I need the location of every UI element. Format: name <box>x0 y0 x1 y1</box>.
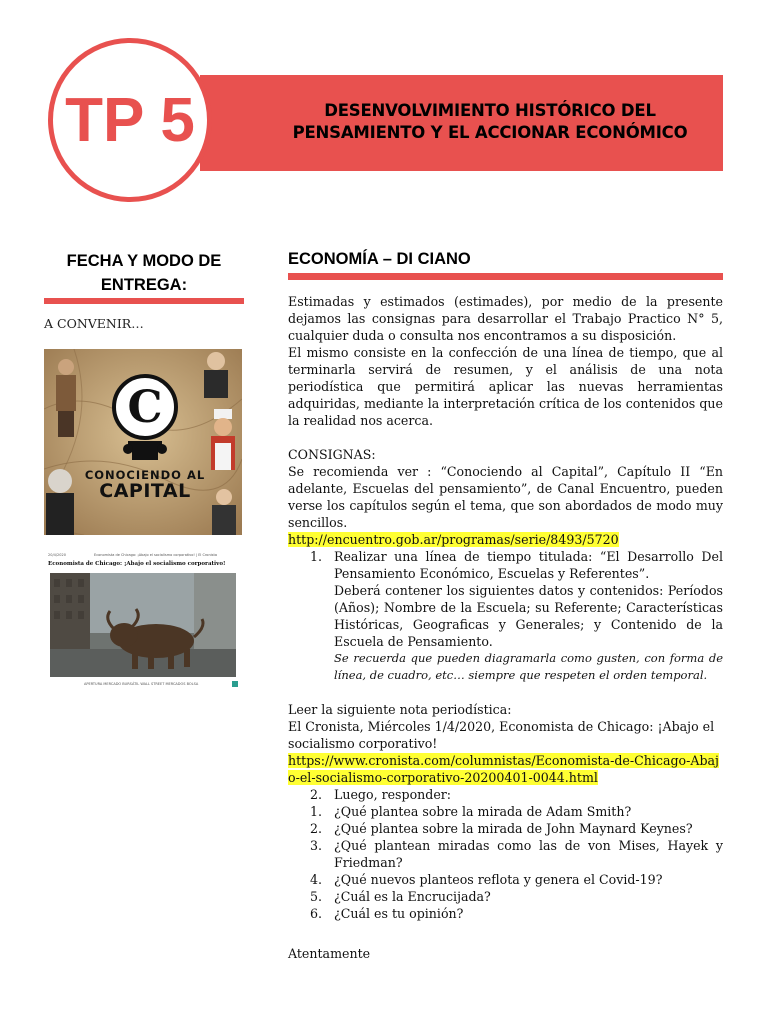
list-item: 3. ¿Qué plantean miradas como las de von Mises, Hayek y Friedman? <box>309 838 723 870</box>
thumb-headline: Economista de Chicago: ¡Abajo el socialismo corporativo! <box>48 561 226 567</box>
delivery-heading <box>44 249 244 297</box>
read-label: Leer la siguiente nota periodística: <box>288 702 512 717</box>
task-1-note: Se recuerda que pueden diagramarla como gusten, con forma de línea, de cuadro, etc… siempre que respeten el orden temporal. <box>334 651 723 682</box>
bearded-man-figure <box>46 469 74 535</box>
recommendation-paragraph: Se recomienda ver : “Conociendo al Capital”, Capítulo II “En adelante, Escuelas del pensamiento”, de Canal Encuentro, pueden verse los capítulos según el tema, que son abordados de modo muy sencillos. <box>288 464 723 530</box>
delivery-mode: A CONVENIR… <box>44 316 144 331</box>
task-1-text: Realizar una línea de tiempo titulada: “El Desarrollo Del Pensamiento Económico, Escuelas y Referentes”. <box>334 549 723 581</box>
delivery-heading-line-1: FECHA Y MODO DE <box>66 252 222 270</box>
chef-figure <box>211 409 235 470</box>
section-heading: ECONOMÍA – DI CIANO <box>288 250 471 268</box>
svg-text:C: C <box>127 382 163 433</box>
thumb-caption: APERTURA MERCADO BURSÁTIL WALL STREET MERCADOS BOLSA <box>84 682 199 686</box>
closing: Atentamente <box>288 946 371 961</box>
list-item: 4. ¿Qué nuevos planteos reflota y genera el Covid-19? <box>309 872 663 887</box>
thumb-date: 20/4/2020 <box>48 553 66 557</box>
encuentro-link[interactable]: http://encuentro.gob.ar/programas/serie/8493/5720 <box>288 532 619 547</box>
conociendo-al-capital-poster <box>44 349 242 535</box>
title-line-1: DESENVOLVIMIENTO HISTÓRICO DEL <box>324 101 656 120</box>
questions-list <box>288 786 723 922</box>
task-item-1: 1. Realizar una línea de tiempo titulada: “El Desarrollo Del Pensamiento Económico, Escuelas y Referentes”. Deberá contener los siguientes datos y contenidos: Períodos (Años); Nombre de la Escuela; su Referente; Características Históricas, Geograficas y Generales; y Contenido de la Escuela de Pensamiento. Se recuerda que pueden diagramarla como gusten, con forma de línea, de cuadro, etc… siempre que respeten el orden temporal. <box>309 549 723 682</box>
instructions-body <box>288 293 723 962</box>
list-item: 2. Luego, responder: <box>309 787 452 802</box>
thumb-source: Economista de Chicago: ¡Abajo el socialismo corporativo! | El Cronista <box>94 553 217 557</box>
list-item: 6. ¿Cuál es tu opinión? <box>309 906 464 921</box>
left-divider <box>44 298 244 304</box>
poster-title-line-2: CAPITAL <box>99 480 191 502</box>
tp-badge-label: TP 5 <box>65 85 195 155</box>
task-1-detail: Deberá contener los siguientes datos y contenidos: Períodos (Años); Nombre de la Escuela; su Referente; Características Históricas, Geograficas y Generales; y Contenido de la Escuela de Pensamiento. <box>334 583 723 649</box>
intro-paragraph-1: Estimadas y estimados (estimades), por medio de la presente dejamos las consignas para desarrollar el Trabajo Practico N° 5, cualquier duda o consulta nos encontramos a su disposición. <box>288 294 723 343</box>
cronista-link[interactable]: https://www.cronista.com/columnistas/Economista-de-Chicago-Abajo-el-socialismo-corporativo-20200401-0044.html <box>288 753 719 785</box>
list-item: 1. ¿Qué plantea sobre la mirada de Adam Smith? <box>309 804 632 819</box>
capital-logo <box>114 376 176 460</box>
cronista-article-thumbnail <box>44 549 242 689</box>
article-reference: El Cronista, Miércoles 1/4/2020, Economista de Chicago: ¡Abajo el socialismo corporativo! <box>288 719 715 751</box>
document-title <box>240 100 740 144</box>
list-item: 2. ¿Qué plantea sobre la mirada de John Maynard Keynes? <box>309 821 693 836</box>
man-top-right-figure <box>204 352 228 398</box>
woman-figure <box>56 359 76 437</box>
intro-paragraph-2: El mismo consiste en la confección de una línea de tiempo, que al terminarla servirá de resumen, y el análisis de una nota periodística que permitirá aplicar las nuevas herramientas adquiridas, mediante la interpretación crítica de los contenidos que la realidad nos acerca. <box>288 345 723 428</box>
delivery-heading-line-2: ENTREGA: <box>100 276 188 294</box>
poster-title-line-1: CONOCIENDO AL <box>84 468 206 482</box>
consignas-label: CONSIGNAS: <box>288 447 376 462</box>
title-line-2: PENSAMIENTO Y EL ACCIONAR ECONÓMICO <box>292 123 688 142</box>
list-item: 5. ¿Cuál es la Encrucijada? <box>309 889 491 904</box>
right-divider <box>288 273 723 280</box>
